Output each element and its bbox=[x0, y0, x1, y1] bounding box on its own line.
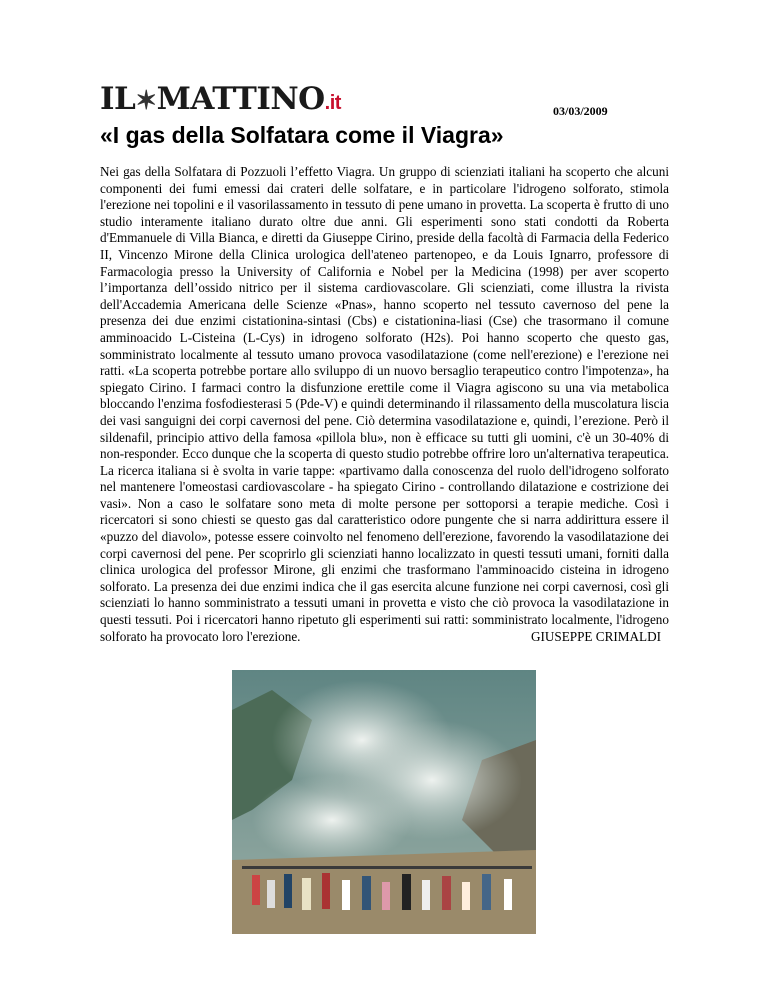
article-headline: «I gas della Solfatara come il Viagra» bbox=[100, 122, 504, 148]
logo-name: MATTINO bbox=[156, 81, 325, 117]
photo-illustration bbox=[232, 670, 536, 934]
logo-tld: .it bbox=[324, 92, 341, 114]
photo-steam-3 bbox=[252, 775, 412, 865]
rooster-icon: ✶ bbox=[135, 86, 157, 116]
logo-il: IL bbox=[100, 81, 136, 117]
article-byline: GIUSEPPE CRIMALDI bbox=[530, 628, 661, 644]
publication-logo bbox=[100, 81, 341, 117]
publication-date: 03/03/2009 bbox=[553, 104, 608, 118]
photo-fence bbox=[242, 866, 532, 869]
article-text: Nei gas della Solfatara di Pozzuoli l’effetto Viagra. Un gruppo di scienziati italiani ha scoperto che alcuni componenti dei fumi emessi dai crateri delle solfatare, e in particolare l'idrogeno solforato, stimola l'erezione nei topolini e il vasorilassamento in tessuto di pene umano in provetta. La scoperta è frutto di uno studio interamente italiano durato oltre due anni. Gli esperimenti sono stati condotti da Roberta d'Emmanuele di Villa Bianca, e diretti da Giuseppe Cirino, preside della facoltà di Farmacia della Federico II, Vincenzo Mirone della Clinica urologica dell'ateneo partenopeo, e da Louis Ignarro, professore di Farmacologia presso la University of California e Nobel per la Medicina (1998) per aver scoperto l’importanza dell’ossido nitrico per il sistema cardiovascolare. Gli scienziati, come illustra la rivista dell'Accademia Americana delle Scienze «Pnas», hanno scoperto nel tessuto cavernoso del pene la presenza dei due enzimi cistationina-sintasi (Cbs) e cistationina-liasi (Cse) che trasormano il comune amminoacido L-Cisteina (L-Cys) in idrogeno solforato (H2s). Poi hanno scoperto che questo gas, somministrato localmente al tessuto umano provoca vasodilatazione (come nell'erezione) e l'erezione nei ratti. «La scoperta potrebbe portare allo sviluppo di un nuovo bersaglio terapeutico contro l'impotenza», ha spiegato Cirino. I farmaci contro la disfunzione erettile come il Viagra agiscono su una via metabolica bloccando l'enzima fosfodiesterasi 5 (Pde-V) e quindi determinando il rilassamento della muscolatura liscia dei vasi sanguigni dei corpi cavernosi del pene. Ciò determina vasodilatazione e, quindi, l’erezione. Però il sildenafil, principio attivo della famosa «pillola blu», non è efficace su tutti gli uomini, c'è un 30-40% di non-responder. Ecco dunque che la scoperta di questo studio potrebbe offrire loro un'alternativa terapeutica. La ricerca italiana si è svolta in varie tappe: «partivamo dalla conoscenza del ruolo dell'idrogeno solforato nel mantenere l'omeostasi cardiovascolare - ha spiegato Cirino - controllando dilatazione e costrizione dei vasi». Non a caso le solfatare sono meta di molte persone per sottoporsi a terapie mediche. Così i ricercatori si sono chiesti se questo gas dal caratteristico odore pungente che si narra addirittura essere il «puzzo del diavolo», potesse essere coinvolto nel fenomeno dell'erezione, favorendo la vasodilatazione dei corpi cavernosi del pene. Per scoprirlo gli scienziati hanno localizzato in questi tessuti umani, forniti dalla clinica urologica del professor Mirone, gli enzimi che trasformano l'amminoacido cisteina in idrogeno solforato. La presenza dei due enzimi indica che il gas esercita alcune funzione nei corpi cavernosi, così gli scienziati lo hanno somministrato a tessuti umani in provetta e visto che ciò provoca la vasodilatazione in questi tessuti. Poi i ricercatori hanno ripetuto gli esperimenti sui ratti: somministrato localmente, l'idrogeno solforato ha provocato loro l'erezione. bbox=[100, 164, 669, 644]
article-body bbox=[100, 164, 669, 645]
solfatara-photo bbox=[232, 670, 536, 934]
